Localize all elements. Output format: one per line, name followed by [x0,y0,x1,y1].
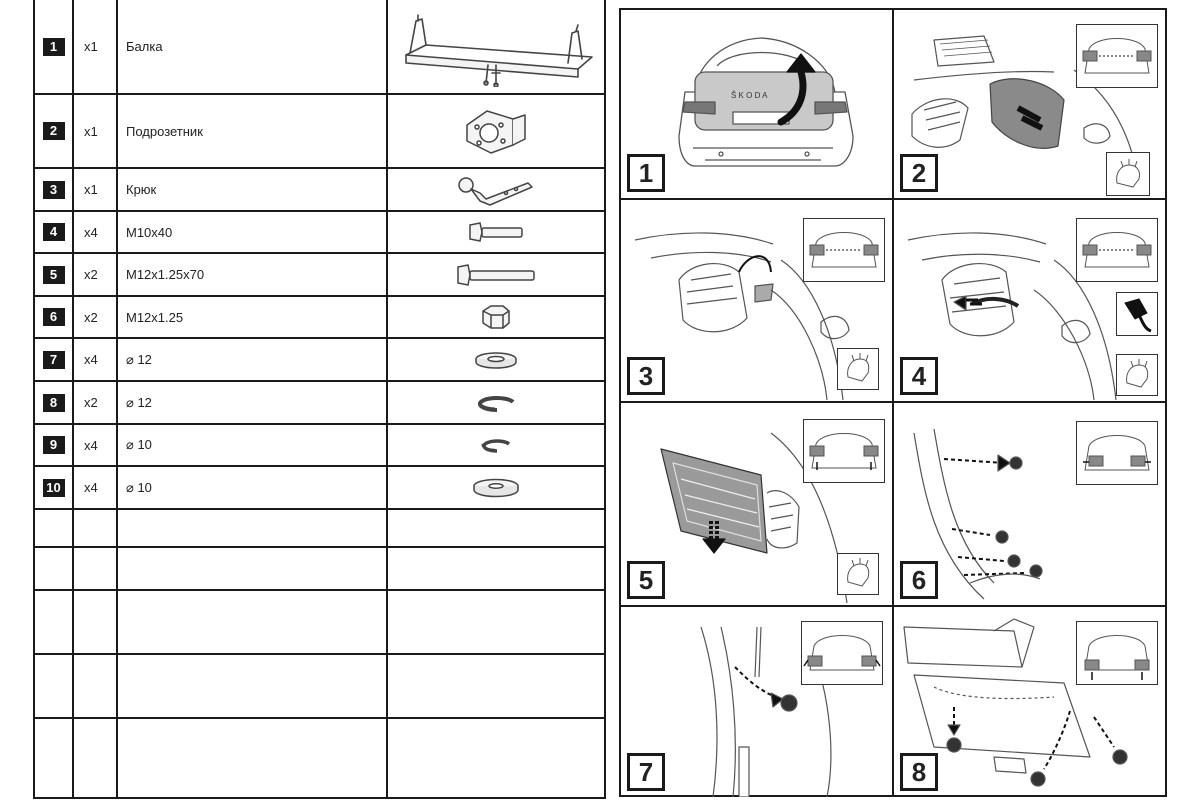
car-rear-thumbnail [801,621,883,685]
car-rear-thumbnail [803,218,885,282]
step-panel [621,403,894,607]
step-number: 7 [627,753,665,791]
step-panel [621,200,894,403]
part-number: 5 [43,266,65,284]
part-quantity: x2 [73,296,117,338]
part-description: ⌀ 10 [117,424,387,466]
step-panel [894,200,1167,403]
part-quantity: x4 [73,338,117,381]
car-rear-thumbnail [803,419,885,483]
installation-steps [619,8,1167,797]
table-row [34,211,605,253]
part-quantity: x1 [73,0,117,94]
part-number: 7 [43,351,65,369]
long-bolt-icon [454,261,538,289]
table-row [34,296,605,338]
empty-row [34,590,605,654]
step-panel [894,607,1167,797]
part-number: 2 [43,122,65,140]
part-description: Балка [117,0,387,94]
part-description: ⌀ 10 [117,466,387,509]
spring-washer-icon [475,392,517,414]
part-description: ⌀ 12 [117,338,387,381]
part-description: M12x1.25 [117,296,387,338]
part-quantity: x2 [73,253,117,296]
parts-table [33,0,606,799]
part-description: M12x1.25x70 [117,253,387,296]
flat-washer-icon [473,350,519,370]
part-number: 8 [43,394,65,412]
step-panel [621,607,894,797]
bolt-icon [466,219,526,245]
car-rear-thumbnail [1076,218,1158,282]
empty-row [34,547,605,590]
glove-hand-thumbnail [837,348,879,390]
part-number: 6 [43,308,65,326]
tow-bar-beam-icon [396,7,596,87]
flat-washer-icon [470,477,522,499]
part-number: 1 [43,38,65,56]
part-number: 4 [43,223,65,241]
car-rear-thumbnail [1076,24,1158,88]
part-description: M10x40 [117,211,387,253]
step-number: 5 [627,561,665,599]
step-panel [894,10,1167,200]
svg-text:Š K O D A: Š K O D A [731,91,768,100]
step-number: 1 [627,154,665,192]
part-quantity: x4 [73,466,117,509]
step-panel [894,403,1167,607]
glove-hand-thumbnail [1106,152,1150,196]
table-row [34,253,605,296]
part-number: 3 [43,181,65,199]
part-description: Подрозетник [117,94,387,168]
table-row [34,338,605,381]
part-number: 9 [43,436,65,454]
empty-row [34,654,605,718]
step-number: 2 [900,154,938,192]
step-panel [621,10,894,200]
car-rear-thumbnail [1076,421,1158,485]
part-quantity: x4 [73,424,117,466]
part-quantity: x1 [73,94,117,168]
glove-hand-thumbnail [1116,354,1158,396]
part-quantity: x4 [73,211,117,253]
socket-bracket-icon [461,105,531,157]
step-number: 6 [900,561,938,599]
table-row [34,424,605,466]
glove-hand-thumbnail [837,553,879,595]
tow-ball-hook-icon [456,173,536,207]
step-number: 3 [627,357,665,395]
step-number: 8 [900,753,938,791]
table-row [34,381,605,424]
hex-nut-icon [479,303,513,331]
step-number: 4 [900,357,938,395]
part-quantity: x2 [73,381,117,424]
part-quantity: x1 [73,168,117,211]
empty-row [34,509,605,547]
connector-plug-thumbnail [1116,292,1158,336]
table-row [34,466,605,509]
part-description: ⌀ 12 [117,381,387,424]
part-description: Крюк [117,168,387,211]
car-rear-thumbnail [1076,621,1158,685]
empty-row [34,718,605,798]
part-number: 10 [43,479,65,497]
table-row [34,94,605,168]
table-row [34,168,605,211]
spring-washer-icon [480,436,512,454]
table-row [34,0,605,94]
